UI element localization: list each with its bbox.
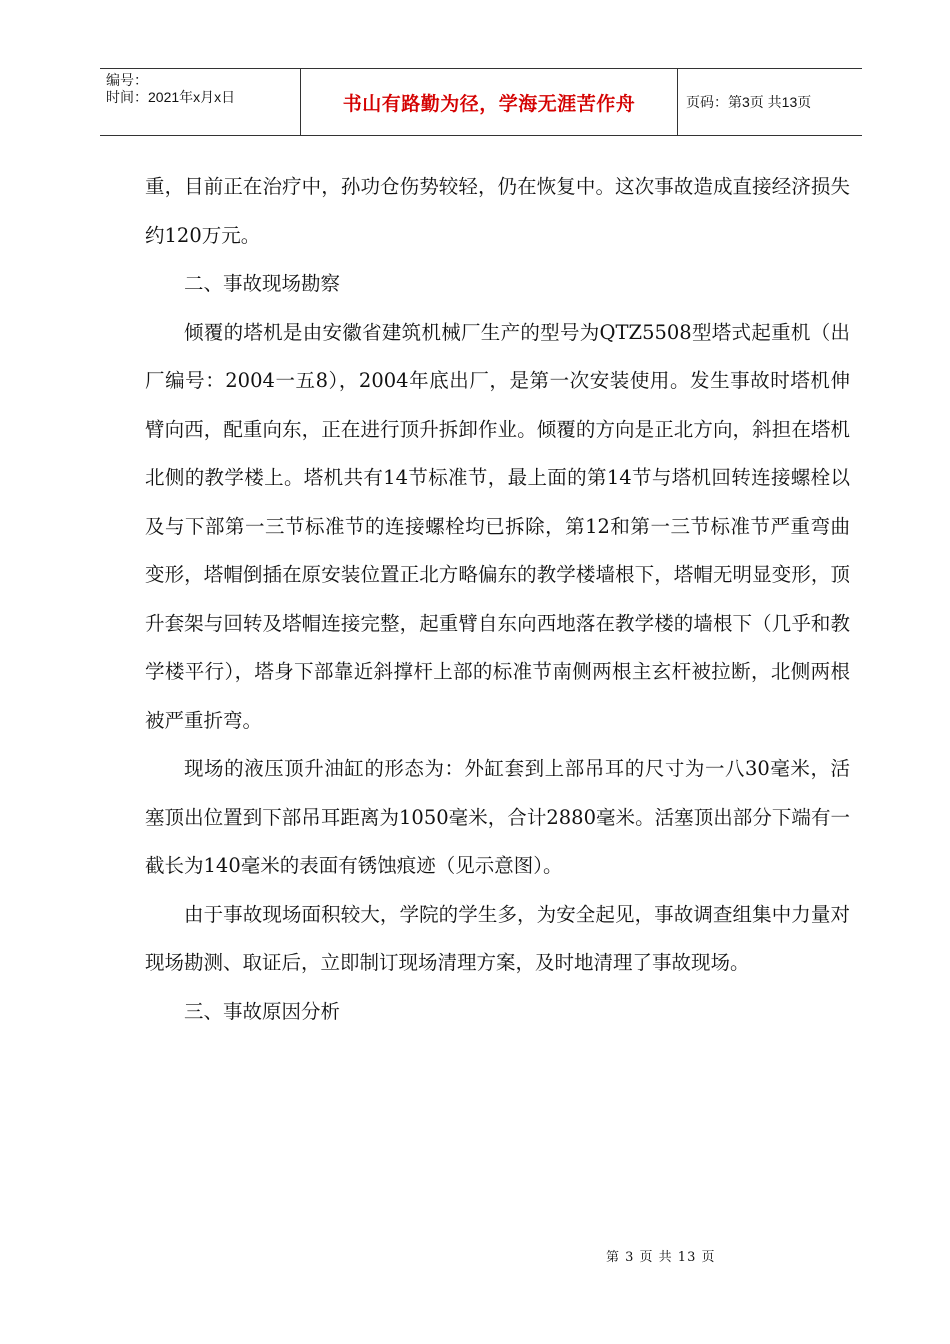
paragraph-crane-description: 倾覆的塔机是由安徽省建筑机械厂生产的型号为QTZ5508型塔式起重机（出厂编号：2004一五8），2004年底出厂，是第一次安装使用。发生事故时塔机伸臂向西，配重向东，正在进行顶升拆卸作业。倾覆的方向是正北方向，斜担在塔机北侧的教学楼上。塔机共有14节标准节，最上面的第14节与塔机回转连接螺栓以及与下部第一三节标准节的连接螺栓均已拆除，第12和第一三节标准节严重弯曲变形，塔帽倒插在原安装位置正北方略偏东的教学楼墙根下，塔帽无明显变形，顶升套架与回转及塔帽连接完整，起重臂自东向西地落在教学楼的墙根下（几乎和教学楼平行），塔身下部靠近斜撑杆上部的标准节南侧两根主玄杆被拉断，北侧两根被严重折弯。 [145,320,850,732]
section-heading-cause-analysis: 三、事故原因分析 [184,999,341,1023]
page-footer: 第 3 页 共 13 页 [606,1250,716,1265]
paragraph-hydraulic-cylinder: 现场的液压顶升油缸的形态为：外缸套到上部吊耳的尺寸为一八30毫米，活塞顶出位置到下部吊耳距离为1050毫米，合计2880毫米。活塞顶出部分下端有一截长为140毫米的表面有锈蚀痕迹（见示意图）。 [145,757,850,877]
header-time-label: 时间：2021年x月x日 [106,89,236,105]
header-motto: 书山有路勤为径，学海无涯苦作舟 [342,92,636,115]
header-number-label: 编号： [106,72,148,88]
header-motto-cell [301,69,678,135]
header-page-info-cell [678,69,862,135]
header-meta [100,69,301,135]
page-header [100,68,862,136]
paragraph-continuation: 重，目前正在治疗中，孙功仓伤势较轻，仍在恢复中。这次事故造成直接经济损失约120万元。 [145,175,850,247]
document-body [145,163,850,1036]
header-page-info: 页码：第3页 共13页 [686,94,812,110]
section-heading-site-survey: 二、事故现场勘察 [184,272,341,295]
paragraph-site-cleanup: 由于事故现场面积较大，学院的学生多，为安全起见，事故调查组集中力量对现场勘测、取证后，立即制订现场清理方案，及时地清理了事故现场。 [145,902,850,974]
